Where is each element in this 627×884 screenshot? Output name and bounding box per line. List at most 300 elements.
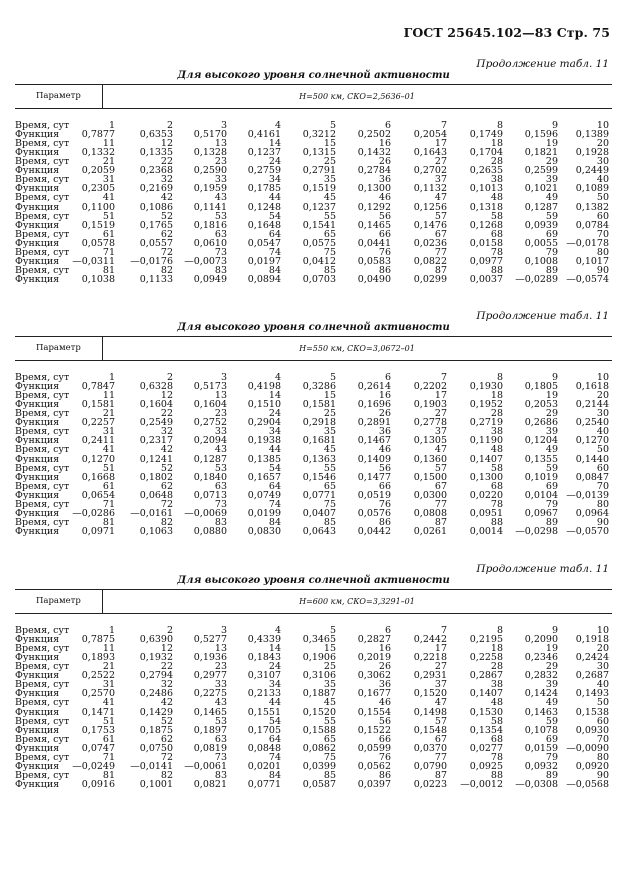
table-cell: 0,2549 [139, 417, 173, 429]
table-cell: 0,1520 [413, 688, 447, 700]
table-cell: 0,2590 [193, 165, 227, 177]
table-cell: 0,0407 [302, 507, 336, 519]
table-cell: 32 [160, 679, 173, 691]
table-cell: 1 [108, 372, 115, 383]
row-label: Функция [15, 201, 60, 213]
row-label: Время, сут [15, 661, 70, 673]
table-cell: 68 [490, 733, 503, 745]
table-cell: 17 [434, 138, 447, 150]
table-cell: 9 [551, 372, 558, 383]
table-cell: 83 [214, 264, 227, 276]
table-cell: 0,2305 [81, 183, 115, 195]
table-cell: 59 [545, 210, 558, 222]
table-cell: 77 [434, 246, 447, 258]
row-label: Время, сут [15, 462, 70, 474]
table-cell: —0,0298 [515, 525, 558, 537]
row-label: Время, сут [15, 372, 70, 383]
table-cell: 77 [434, 751, 447, 763]
table-cell: 51 [102, 462, 115, 474]
row-label: Функция [15, 778, 60, 790]
table-cell: 0,1816 [193, 219, 227, 231]
table-cell: 33 [214, 426, 227, 438]
row-label: Время, сут [15, 679, 70, 691]
table-cell: 89 [545, 264, 558, 276]
table-cell: 42 [160, 444, 173, 456]
table-cell: 78 [490, 751, 503, 763]
table-cell: 0,1465 [357, 219, 391, 231]
table-cell: 62 [160, 733, 173, 745]
table-cell: 0,2094 [193, 435, 227, 447]
table-cell: 0,2794 [139, 670, 173, 682]
table-cell: 0,2169 [139, 183, 173, 195]
table-cell: 0,0894 [247, 273, 281, 285]
table-cell: 0,0576 [357, 507, 391, 519]
table-cell: 85 [323, 769, 336, 781]
table-cell: 67 [434, 733, 447, 745]
table-cell: 8 [496, 372, 503, 383]
row-label: Функция [15, 688, 60, 700]
table-header [15, 589, 612, 614]
table-cell: 48 [490, 697, 503, 709]
table-cell: 30 [596, 661, 609, 673]
table-cell: 80 [596, 246, 609, 258]
table-cell: 0,2442 [413, 634, 447, 646]
table-cell: 41 [102, 444, 115, 456]
table-cell: 0,2827 [357, 634, 391, 646]
table-cell: 0,1078 [524, 724, 558, 736]
table-cell: 50 [596, 444, 609, 456]
table-cell: 0,0159 [524, 742, 558, 754]
table-cell: 60 [596, 210, 609, 222]
page-header [0, 0, 627, 50]
table-cell: 5 [329, 120, 336, 131]
table-cell: 37 [434, 679, 447, 691]
table-cell: 46 [378, 697, 391, 709]
table-cell: 47 [434, 192, 447, 204]
table-cell: 81 [102, 769, 115, 781]
table-cell: 23 [214, 156, 227, 168]
table-cell: 7 [440, 120, 447, 131]
table-cell: 30 [596, 408, 609, 420]
table-cell: 79 [545, 246, 558, 258]
table-cell: 69 [545, 228, 558, 240]
table-cell: 0,0441 [357, 237, 391, 249]
table-cell: 0,1241 [139, 453, 173, 465]
table-row [15, 275, 612, 285]
row-label: Время, сут [15, 228, 70, 240]
table-cell: 0,0201 [247, 760, 281, 772]
table-cell: 55 [323, 715, 336, 727]
table-cell: 77 [434, 498, 447, 510]
table-cell: 0,1897 [193, 724, 227, 736]
table-cell: 17 [434, 390, 447, 402]
table-cell: 1 [108, 625, 115, 636]
row-label: Функция [15, 525, 60, 537]
row-label: Время, сут [15, 174, 70, 186]
table-cell: 0,2368 [139, 165, 173, 177]
table-cell: 4 [274, 372, 281, 383]
table-cell: 0,0847 [575, 471, 609, 483]
table-cell: 35 [323, 679, 336, 691]
table-cell: 44 [268, 444, 281, 456]
row-label: Время, сут [15, 715, 70, 727]
table-cell: 58 [490, 462, 503, 474]
table-cell: 47 [434, 444, 447, 456]
table-cell: 86 [378, 264, 391, 276]
table-cell: 0,1354 [469, 724, 503, 736]
table-cell: 79 [545, 751, 558, 763]
table-cell: 64 [268, 228, 281, 240]
table-cell: 51 [102, 210, 115, 222]
table-cell: 0,2759 [247, 165, 281, 177]
table-cell: 67 [434, 480, 447, 492]
table-cell: 7 [440, 372, 447, 383]
table-cell: 0,1510 [247, 399, 281, 411]
table-cell: 52 [160, 715, 173, 727]
table-cell: 39 [545, 426, 558, 438]
table-cell: 0,2502 [357, 129, 391, 141]
table-cell: 0,0848 [247, 742, 281, 754]
table-cell: 35 [323, 426, 336, 438]
table-cell: 45 [323, 444, 336, 456]
table-cell: 53 [214, 715, 227, 727]
table-cell: 0,0610 [193, 237, 227, 249]
table-cell: 0,1959 [193, 183, 227, 195]
table-cell: 0,1596 [524, 129, 558, 141]
table-cell: 28 [490, 156, 503, 168]
table-cell: 54 [268, 210, 281, 222]
table-cell: 61 [102, 733, 115, 745]
table-cell: 0,1938 [247, 435, 281, 447]
row-label: Функция [15, 489, 60, 501]
table-cell: 0,2977 [193, 670, 227, 682]
table-cell: 69 [545, 733, 558, 745]
table-cell: 39 [545, 174, 558, 186]
table-cell: 0,2019 [357, 652, 391, 664]
table-cell: 82 [160, 769, 173, 781]
table-cell: 33 [214, 174, 227, 186]
table-cell: 0,1270 [81, 453, 115, 465]
table-cell: —0,0176 [130, 255, 173, 267]
table-cell: 0,0790 [413, 760, 447, 772]
table-cell: 61 [102, 480, 115, 492]
table-cell: 0,3106 [302, 670, 336, 682]
table-cell: 0,1300 [469, 471, 503, 483]
table-cell: 29 [545, 661, 558, 673]
table-cell: 0,7847 [81, 381, 115, 393]
table-cell: 16 [378, 643, 391, 655]
table-cell: —0,0012 [460, 778, 503, 790]
table-cell: 31 [102, 679, 115, 691]
table-cell: 45 [323, 192, 336, 204]
table-cell: 0,1875 [139, 724, 173, 736]
table-cell: 87 [434, 516, 447, 528]
table-cell: 0,1887 [302, 688, 336, 700]
row-label: Функция [15, 399, 60, 411]
table-cell: 80 [596, 498, 609, 510]
table-cell: 0,1952 [469, 399, 503, 411]
table-cell: 74 [268, 751, 281, 763]
table-cell: 0,1519 [302, 183, 336, 195]
table-cell: 28 [490, 408, 503, 420]
table-cell: 55 [323, 210, 336, 222]
table-cell: 58 [490, 715, 503, 727]
table-cell: 0,2867 [469, 670, 503, 682]
table-cell: 0,0104 [524, 489, 558, 501]
table-cell: 72 [160, 751, 173, 763]
row-label: Функция [15, 381, 60, 393]
table-cell: 0,0939 [524, 219, 558, 231]
table-cell: 55 [323, 462, 336, 474]
table-cell: 0,0750 [139, 742, 173, 754]
row-label: Функция [15, 760, 60, 772]
table-cell: 0,1541 [302, 219, 336, 231]
table-cell: 0,2144 [575, 399, 609, 411]
table-cell: 0,1315 [302, 147, 336, 159]
table-cell: 0,1001 [139, 778, 173, 790]
row-label: Время, сут [15, 643, 70, 655]
table-cell: 0,0920 [575, 760, 609, 772]
table-cell: 28 [490, 661, 503, 673]
table-cell: 22 [160, 156, 173, 168]
table-cell: 63 [214, 733, 227, 745]
table-cell: 43 [214, 697, 227, 709]
table-cell: 0,0442 [357, 525, 391, 537]
table-cell: 0,0808 [413, 507, 447, 519]
table-cell: 78 [490, 498, 503, 510]
table-cell: 0,1843 [247, 652, 281, 664]
table-cell: 0,0583 [357, 255, 391, 267]
table-cell: 90 [596, 264, 609, 276]
table-cell: 41 [102, 192, 115, 204]
table-cell: 21 [102, 661, 115, 673]
row-label: Функция [15, 273, 60, 285]
table-cell: 2 [166, 625, 173, 636]
table-cell: 40 [596, 679, 609, 691]
row-label: Время, сут [15, 733, 70, 745]
table-cell: 24 [268, 408, 281, 420]
table-cell: 59 [545, 715, 558, 727]
table-cell: 40 [596, 174, 609, 186]
row-label: Функция [15, 219, 60, 231]
table-cell: 32 [160, 426, 173, 438]
table-cell: 60 [596, 715, 609, 727]
table-cell: 0,0648 [139, 489, 173, 501]
table-cell: 0,6328 [139, 381, 173, 393]
table-cell: 0,2791 [302, 165, 336, 177]
table-cell: 43 [214, 192, 227, 204]
table-cell: 0,1677 [357, 688, 391, 700]
table-cell: 26 [378, 156, 391, 168]
table-cell: 0,1805 [524, 381, 558, 393]
table-cell: 76 [378, 246, 391, 258]
table-cell: 19 [545, 643, 558, 655]
table-cell: 18 [490, 138, 503, 150]
table-cell: 0,1355 [524, 453, 558, 465]
table-cell: 63 [214, 228, 227, 240]
table-cell: 75 [323, 751, 336, 763]
table-cell: 75 [323, 498, 336, 510]
table-cell: 0,1704 [469, 147, 503, 159]
table-cell: 71 [102, 246, 115, 258]
table-cell: 0,1008 [524, 255, 558, 267]
row-label: Функция [15, 507, 60, 519]
table-cell: 0,1681 [302, 435, 336, 447]
table-cell: —0,0139 [566, 489, 609, 501]
table-cell: 0,1618 [575, 381, 609, 393]
table-cell: 7 [440, 625, 447, 636]
table-cell: 43 [214, 444, 227, 456]
table-cell: 0,2257 [81, 417, 115, 429]
table-cell: 0,0971 [81, 525, 115, 537]
table-cell: 65 [323, 228, 336, 240]
table-cell: 0,0749 [247, 489, 281, 501]
table-cell: 25 [323, 408, 336, 420]
row-label: Функция [15, 183, 60, 195]
table-cell: 14 [268, 643, 281, 655]
row-label: Время, сут [15, 138, 70, 150]
table-cell: 73 [214, 498, 227, 510]
table-cell: 86 [378, 769, 391, 781]
table-cell: 13 [214, 138, 227, 150]
table-cell: 0,1256 [413, 201, 447, 213]
table-cell: 0,1749 [469, 129, 503, 141]
table-cell: 0,2449 [575, 165, 609, 177]
table-cell: 0,2522 [81, 670, 115, 682]
table-cell: 52 [160, 210, 173, 222]
table-cell: 0,1476 [413, 219, 447, 231]
table-cell: 0,1385 [247, 453, 281, 465]
row-label: Время, сут [15, 210, 70, 222]
table-cell: 20 [596, 138, 609, 150]
table-cell: 0,2540 [575, 417, 609, 429]
table-cell: —0,0141 [130, 760, 173, 772]
table-cell: 23 [214, 661, 227, 673]
table-cell: 0,2275 [193, 688, 227, 700]
row-label: Функция [15, 147, 60, 159]
table-cell: 0,2090 [524, 634, 558, 646]
table-cell: 68 [490, 228, 503, 240]
table-cell: 0,1190 [469, 435, 503, 447]
table-cell: 29 [545, 156, 558, 168]
table-cell: 65 [323, 480, 336, 492]
row-label: Время, сут [15, 120, 70, 131]
table-cell: 34 [268, 174, 281, 186]
table-cell: 51 [102, 715, 115, 727]
altitude-header: H=600 км, СКО=3,3291–01 [299, 597, 415, 606]
table-cell: 63 [214, 480, 227, 492]
table-cell: 0,1604 [139, 399, 173, 411]
table-cell: 0,0578 [81, 237, 115, 249]
table-cell: 0,1548 [413, 724, 447, 736]
table-cell: 0,0547 [247, 237, 281, 249]
table-cell: 40 [596, 426, 609, 438]
row-label: Функция [15, 417, 60, 429]
continuation-label: Продолжение табл. 11 [476, 58, 609, 70]
table-cell: —0,0570 [566, 525, 609, 537]
table-cell: 15 [323, 390, 336, 402]
table-cell: 0,0055 [524, 237, 558, 249]
table-cell: 0,2059 [81, 165, 115, 177]
table-cell: 17 [434, 643, 447, 655]
table-cell: 0,1100 [81, 201, 115, 213]
table-cell: 21 [102, 408, 115, 420]
table-cell: 0,2486 [139, 688, 173, 700]
table-cell: 0,0822 [413, 255, 447, 267]
table-cell: 0,2411 [81, 435, 115, 447]
row-label: Время, сут [15, 444, 70, 456]
table-cell: 80 [596, 751, 609, 763]
table-cell: 0,1021 [524, 183, 558, 195]
table-cell: 0,5173 [193, 381, 227, 393]
table-cell: 0,0977 [469, 255, 503, 267]
row-label: Время, сут [15, 408, 70, 420]
row-label: Время, сут [15, 246, 70, 258]
table-cell: 32 [160, 174, 173, 186]
table-cell: 0,0199 [247, 507, 281, 519]
table-cell: 0,1019 [524, 471, 558, 483]
table-cell: 87 [434, 769, 447, 781]
table-cell: 11 [102, 138, 115, 150]
table-cell: 0,1903 [413, 399, 447, 411]
table-cell: 0,1467 [357, 435, 391, 447]
table-cell: 0,2752 [193, 417, 227, 429]
table-cell: 20 [596, 390, 609, 402]
table-cell: 0,0599 [357, 742, 391, 754]
table-cell: 29 [545, 408, 558, 420]
table-cell: 0,1407 [469, 453, 503, 465]
table-cell: 0,0575 [302, 237, 336, 249]
table-cell: 45 [323, 697, 336, 709]
table-cell: 0,1270 [575, 435, 609, 447]
row-label: Время, сут [15, 426, 70, 438]
table-cell: 0,2202 [413, 381, 447, 393]
table-cell: 44 [268, 192, 281, 204]
table-cell: 0,1643 [413, 147, 447, 159]
table-cell: 0,0747 [81, 742, 115, 754]
table-cell: 49 [545, 697, 558, 709]
table-cell: 0,1086 [139, 201, 173, 213]
row-label: Функция [15, 165, 60, 177]
row-label: Время, сут [15, 498, 70, 510]
table-cell: —0,0249 [72, 760, 115, 772]
table-cell: 18 [490, 643, 503, 655]
table-cell: 0,0830 [247, 525, 281, 537]
table-cell: 57 [434, 715, 447, 727]
table-cell: 14 [268, 138, 281, 150]
table-cell: 0,1648 [247, 219, 281, 231]
table-cell: 48 [490, 192, 503, 204]
continuation-label: Продолжение табл. 11 [476, 563, 609, 575]
row-label: Функция [15, 129, 60, 141]
table-cell: 57 [434, 210, 447, 222]
table-cell: 0,1802 [139, 471, 173, 483]
row-label: Функция [15, 724, 60, 736]
table-cell: 0,2346 [524, 652, 558, 664]
table-cell: 0,1906 [302, 652, 336, 664]
table-cell: 0,0916 [81, 778, 115, 790]
table-cell: 69 [545, 480, 558, 492]
row-label: Время, сут [15, 769, 70, 781]
table-cell: 10 [596, 120, 609, 131]
table-cell: 37 [434, 426, 447, 438]
table-cell: 0,2784 [357, 165, 391, 177]
table-cell: 0,0932 [524, 760, 558, 772]
table-cell: 0,1918 [575, 634, 609, 646]
table-cell: 26 [378, 661, 391, 673]
table-cell: 0,1581 [81, 399, 115, 411]
table-cell: 4 [274, 625, 281, 636]
